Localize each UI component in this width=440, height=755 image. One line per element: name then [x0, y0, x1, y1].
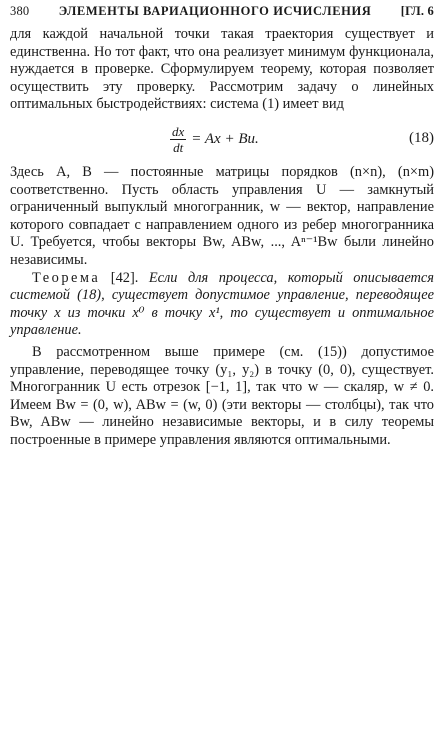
book-page: [10, 4, 434, 449]
theorem-reference: [42].: [110, 269, 139, 286]
paragraph-2: Здесь A, B — постоянные матрицы порядков (n×n), (n×m) соответственно. Пусть область управления U — замкнутый ограниченный выпуклый многогранник, w — вектор, направление которого совпадает с направлением одного из ребер многогранника U. Требуется, чтобы векторы Bw, ABw, ..., Aⁿ⁻¹Bw были линейно независимы.: [10, 163, 434, 268]
equation-number: (18): [409, 129, 434, 146]
theorem-statement: Если для процесса, который описывается системой (18), существует допустимое управление, переводящее точку x из точки x⁰ в точку x¹, то существует и оптимальное управление.: [10, 269, 434, 339]
chapter-label: [ГЛ. 6: [400, 4, 434, 18]
equation-18: [10, 118, 434, 158]
equation-rhs: = Ax + Bu.: [191, 130, 259, 147]
fraction-denominator: dt: [173, 139, 184, 155]
theorem-label: Теорема: [32, 269, 101, 286]
paragraph-1: для каждой начальной точки такая траектория существует и единственна. Но тот факт, что она реализует минимум функционала, нуждается в проверке. Сформулируем теорему, которая позволяет осуществить эту проверку. Рассмотрим задачу о линейных оптимальных быстродействиях: система (1) имеет вид: [10, 26, 434, 113]
running-title: ЭЛЕМЕНТЫ ВАРИАЦИОННОГО ИСЧИСЛЕНИЯ: [58, 4, 372, 18]
derivative-fraction: [170, 124, 186, 155]
theorem-block: [10, 270, 434, 340]
running-head: [10, 4, 434, 26]
paragraph-3: В рассмотренном выше примере (см. (15)) допустимое управление, переводящее точку (y₁, y₂) в точку (0, 0), существует. Многогранник U есть отрезок [−1, 1], так что w — скаляр, w ≠ 0. Имеем Bw = (0, w), ABw = (w, 0) (эти векторы — столбцы), так что Bw, ABw — линейно независимые векторы, и в силу теоремы построенные в примере управления являются оптимальными.: [10, 343, 434, 448]
page-number: 380: [10, 4, 30, 18]
fraction-numerator: dx: [172, 123, 185, 139]
equation-body: [170, 124, 259, 155]
